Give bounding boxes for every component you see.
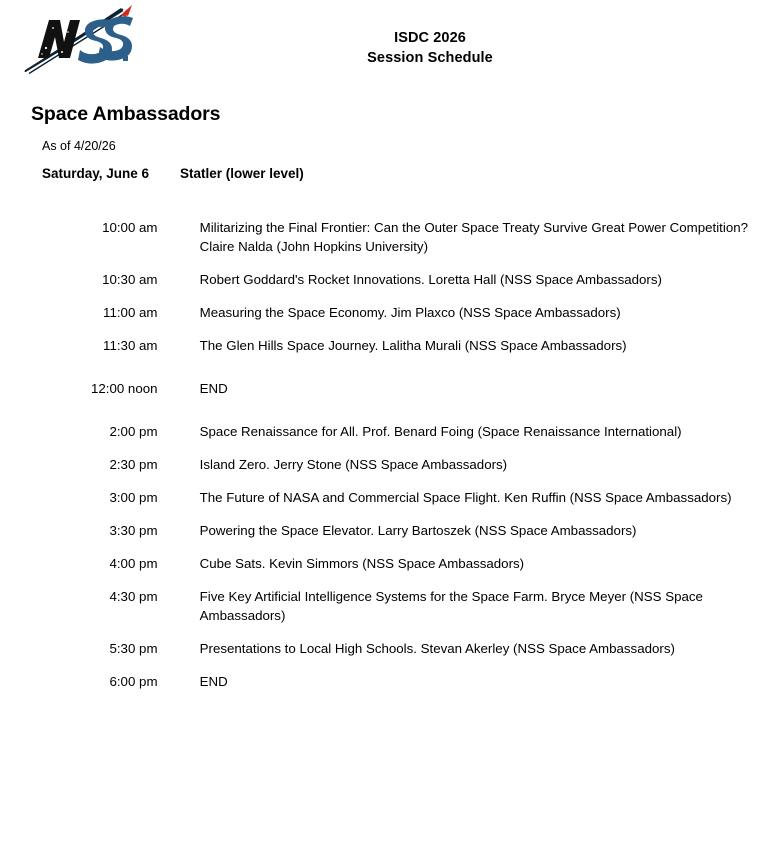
session-description: The Future of NASA and Commercial Space Flight. Ken Ruffin (NSS Space Ambassadors)	[199, 490, 732, 505]
logo-letter-n	[38, 20, 80, 58]
nss-logo-graphic	[24, 4, 136, 74]
schedule-day-label: Saturday, June 6	[42, 166, 150, 181]
schedule-row-spacer	[0, 355, 771, 379]
session-column-gap	[158, 554, 200, 573]
session-column-gap	[158, 379, 200, 398]
session-schedule-table	[0, 218, 771, 691]
header-line-title: ISDC 2026	[394, 30, 466, 46]
session-column-gap	[158, 455, 200, 474]
schedule-spacer-cell	[0, 441, 771, 455]
session-description: Island Zero. Jerry Stone (NSS Space Ambassadors)	[199, 457, 508, 472]
session-description: END	[199, 674, 228, 689]
schedule-spacer-cell	[0, 322, 771, 336]
day-and-room-header	[42, 166, 304, 181]
table-row	[0, 379, 771, 398]
table-row	[0, 218, 771, 256]
table-row	[0, 639, 771, 658]
session-description: Measuring the Space Economy. Jim Plaxco (NSS Space Ambassadors)	[199, 305, 621, 320]
table-row	[0, 270, 771, 289]
schedule-spacer-cell	[0, 398, 771, 422]
schedule-spacer-cell	[0, 573, 771, 587]
session-time: 4:00 pm	[109, 556, 158, 571]
session-time: 10:00 am	[102, 220, 158, 235]
schedule-spacer-cell	[0, 507, 771, 521]
schedule-row-spacer	[0, 474, 771, 488]
session-column-gap	[158, 488, 200, 507]
table-row	[0, 521, 771, 540]
session-column-gap	[158, 672, 200, 691]
session-time: 11:30 am	[103, 338, 158, 353]
schedule-row-spacer	[0, 658, 771, 672]
table-row	[0, 554, 771, 573]
session-time: 6:00 pm	[109, 674, 158, 689]
table-row	[0, 587, 771, 625]
session-column-gap	[158, 639, 200, 658]
schedule-row-spacer	[0, 289, 771, 303]
table-row	[0, 303, 771, 322]
schedule-row-spacer	[0, 256, 771, 270]
session-column-gap	[158, 422, 200, 441]
schedule-row-spacer	[0, 322, 771, 336]
schedule-spacer-cell	[0, 658, 771, 672]
session-time: 3:30 pm	[109, 523, 158, 538]
session-column-gap	[158, 336, 200, 355]
session-column-gap	[158, 587, 200, 625]
page-title: Space Ambassadors	[31, 103, 221, 125]
session-description: Space Renaissance for All. Prof. Benard Foing (Space Renaissance International)	[199, 424, 682, 439]
session-description: Militarizing the Final Frontier: Can the Outer Space Treaty Survive Great Power Competition? Claire Nalda (John Hopkins University)	[199, 220, 749, 254]
header-line-subtitle: Session Schedule	[367, 50, 493, 66]
session-description: Powering the Space Elevator. Larry Bartoszek (NSS Space Ambassadors)	[199, 523, 637, 538]
document-header	[280, 28, 580, 68]
session-description: The Glen Hills Space Journey. Lalitha Murali (NSS Space Ambassadors)	[199, 338, 627, 353]
table-row	[0, 422, 771, 441]
table-row	[0, 336, 771, 355]
session-time: 4:30 pm	[109, 589, 158, 604]
table-row	[0, 455, 771, 474]
schedule-row-spacer	[0, 625, 771, 639]
schedule-spacer-cell	[0, 289, 771, 303]
session-time: 2:30 pm	[109, 457, 158, 472]
schedule-room-label: Statler (lower level)	[180, 166, 304, 181]
schedule-spacer-cell	[0, 355, 771, 379]
session-column-gap	[158, 521, 200, 540]
schedule-row-spacer	[0, 540, 771, 554]
session-column-gap	[158, 303, 200, 322]
schedule-spacer-cell	[0, 474, 771, 488]
schedule-row-spacer	[0, 398, 771, 422]
session-time: 12:00 noon	[90, 381, 158, 396]
schedule-spacer-cell	[0, 256, 771, 270]
nss-logo	[24, 4, 136, 74]
session-time: 2:00 pm	[109, 424, 158, 439]
schedule-row-spacer	[0, 507, 771, 521]
session-description: Robert Goddard's Rocket Innovations. Loretta Hall (NSS Space Ambassadors)	[199, 272, 662, 287]
session-time: 5:30 pm	[109, 641, 158, 656]
session-time: 10:30 am	[102, 272, 158, 287]
session-time: 11:00 am	[103, 305, 158, 320]
table-row	[0, 488, 771, 507]
table-row	[0, 672, 771, 691]
session-description: Five Key Artificial Intelligence Systems for the Space Farm. Bryce Meyer (NSS Space Ambassadors)	[199, 589, 703, 623]
session-column-gap	[158, 218, 200, 256]
session-description: Presentations to Local High Schools. Stevan Akerley (NSS Space Ambassadors)	[199, 641, 675, 656]
schedule-spacer-cell	[0, 625, 771, 639]
as-of-date: As of 4/20/26	[42, 139, 116, 153]
session-column-gap	[158, 270, 200, 289]
session-description: Cube Sats. Kevin Simmors (NSS Space Ambassadors)	[199, 556, 525, 571]
session-time: 3:00 pm	[109, 490, 158, 505]
session-schedule-body	[0, 218, 771, 691]
schedule-row-spacer	[0, 573, 771, 587]
schedule-spacer-cell	[0, 540, 771, 554]
session-description: END	[199, 381, 228, 396]
schedule-row-spacer	[0, 441, 771, 455]
